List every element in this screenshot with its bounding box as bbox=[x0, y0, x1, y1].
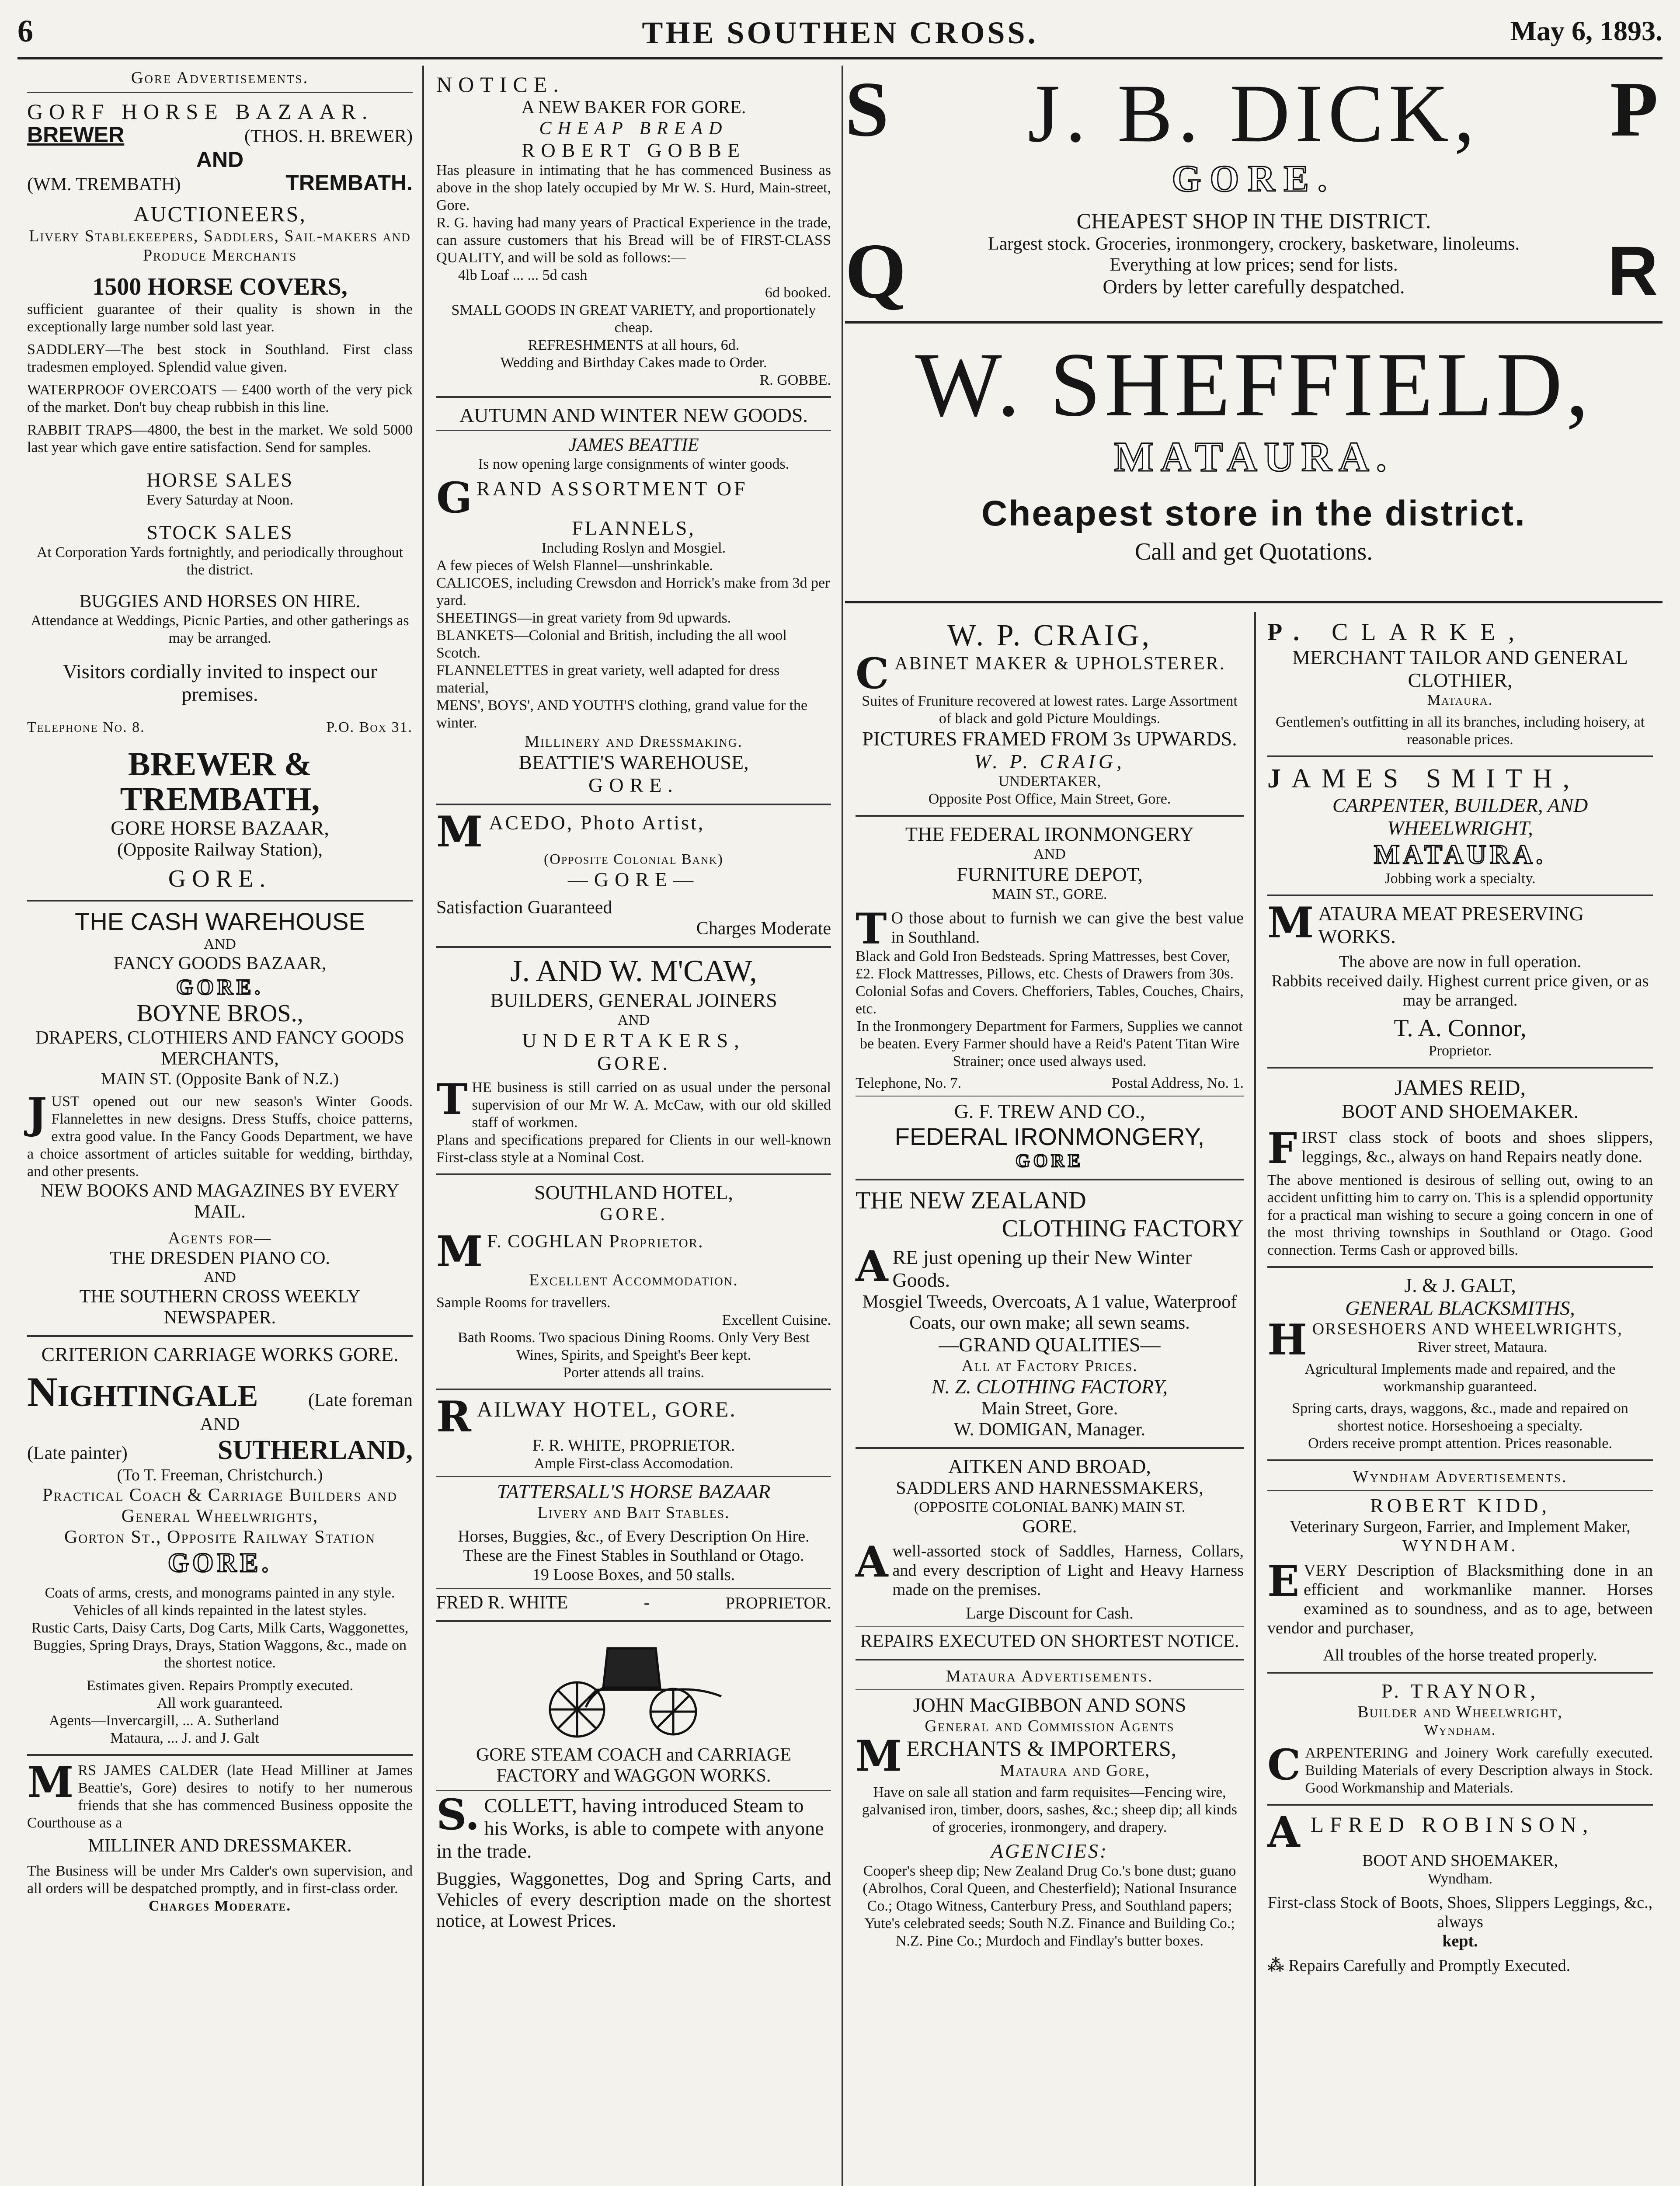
cheapest-shop: CHEAPEST SHOP IN THE DISTRICT. bbox=[1076, 209, 1431, 233]
saddlery-text: SADDLERY—The best stock in Southland. First class tradesmen employed. Splendid value given. bbox=[27, 341, 413, 375]
loaf-booked: 6d booked. bbox=[765, 285, 831, 301]
millinery: Millinery and Dressmaking. bbox=[525, 732, 743, 751]
largest-stock: Largest stock. Groceries, ironmongery, crockery, basketware, linoleums. Everything at low prices; send for lists. bbox=[988, 234, 1520, 275]
merchant-tailor: MERCHANT TAILOR AND GENERAL CLOTHIER, bbox=[1292, 646, 1628, 691]
first-class-stock: First-class Stock of Boots, Shoes, Slippers Leggings, &c., always bbox=[1267, 1894, 1653, 1931]
just-opened-text: UST opened out our new season's Winter Goods. Flannelettes in new designs. Dress Stuffs, choice patterns, extra good value. In the Fancy Goods Department, we have a choice assortment of articles suitable for wedding, birthday, and other presents. bbox=[27, 1093, 413, 1180]
opposite-post-office: Opposite Post Office, Main Street, Gore. bbox=[928, 791, 1171, 807]
horses-hire: Horses, Buggies, &c., of Every Description On Hire. These are the Finest Stables in Southland or Otago. bbox=[458, 1527, 810, 1565]
dropcap-c: C bbox=[856, 649, 890, 698]
dropcap-j2: J bbox=[1267, 764, 1291, 794]
james-reid: JAMES REID, bbox=[1394, 1075, 1526, 1100]
dropcap-m4: M bbox=[856, 1731, 902, 1781]
fred-white: FRED R. WHITE bbox=[436, 1593, 568, 1613]
river-street: River street, Mataura. bbox=[1418, 1339, 1548, 1355]
furniture-depot: FURNITURE DEPOT, bbox=[957, 863, 1143, 885]
loaf-price: 4lb Loaf ... ... 5d cash bbox=[458, 267, 588, 283]
ad-p-clarke bbox=[1267, 612, 1653, 757]
opposite-colonial: (OPPOSITE COLONIAL BANK) MAIN ST. bbox=[914, 1499, 1186, 1515]
bazaar-heading: GORF HORSE BAZAAR. bbox=[27, 99, 374, 124]
buggies-heading: BUGGIES AND HORSES ON HIRE. bbox=[79, 592, 361, 612]
first-class-boots: IRST class stock of boots and shoes slippers, leggings, &c., always on hand Repairs neatly done. bbox=[1301, 1128, 1653, 1166]
veterinary-surgeon: Veterinary Surgeon, Farrier, and Implement Maker, bbox=[1290, 1518, 1631, 1536]
weekly-paper: THE SOUTHERN CROSS WEEKLY NEWSPAPER. bbox=[79, 1287, 361, 1328]
blankets: BLANKETS—Colonial and British, including the all wool Scotch. bbox=[436, 627, 787, 661]
trembath-note: (WM. TREMBATH) bbox=[27, 174, 181, 195]
mccaw-name: J. AND W. M'CAW, bbox=[510, 954, 757, 988]
merchants-importers: ERCHANTS & IMPORTERS, bbox=[906, 1736, 1177, 1761]
factory-prices: All at Factory Prices. bbox=[961, 1357, 1138, 1375]
gobbe-experience: R. G. having had many years of Practical Experience in the trade, can assure customers that his Bread will be of FIRST-CLASS QUALITY, and will be sold as follows:— bbox=[436, 215, 831, 266]
freeman-note: (To T. Freeman, Christchurch.) bbox=[117, 1466, 323, 1484]
calder-text: RS JAMES CALDER (late Head Milliner at James Beattie's, Gore) desires to notify to her numerous friends that she has commenced Business opposite the Courthouse as a bbox=[27, 1762, 413, 1831]
boyne-bros: BOYNE BROS., bbox=[136, 1000, 303, 1027]
buggies-text: Attendance at Weddings, Picnic Parties, and other gatherings as may be arranged. bbox=[31, 613, 409, 646]
cash-warehouse: THE CASH WAREHOUSE bbox=[75, 908, 365, 935]
call-quotations: Call and get Quotations. bbox=[1134, 538, 1373, 565]
ad-gore-horse-bazaar bbox=[27, 93, 413, 902]
sutherland-name: SUTHERLAND, bbox=[217, 1435, 413, 1465]
gore-outline-2: GORE. bbox=[167, 1548, 272, 1578]
general-blacksmiths: GENERAL BLACKSMITHS, bbox=[1345, 1297, 1575, 1319]
federal-ironmongery: FEDERAL IRONMONGERY, bbox=[894, 1123, 1205, 1150]
ad-criterion-carriage bbox=[27, 1337, 413, 1756]
opposite-station: (Opposite Railway Station), bbox=[117, 840, 323, 860]
railway-hotel: AILWAY HOTEL, GORE. bbox=[477, 1397, 737, 1421]
brewer-trembath-title: BREWER & TREMBATH, bbox=[120, 746, 320, 818]
roslyn-mosgiel: Including Roslyn and Mosgiel. bbox=[541, 540, 726, 556]
new-baker: A NEW BAKER FOR GORE. bbox=[521, 97, 746, 118]
ad-wp-craig bbox=[856, 612, 1244, 817]
agencies-list: Cooper's sheep dip; New Zealand Drug Co.'s bone dust; guano (Abrolhos, Coral Queen, and Chesterfield); National Insurance Co.; Otago Witness, Canterbury Press, and Southland papers; Yute's celebrated seeds; South N.Z. Finance and Building Co.; N.Z. Pine Co.; Murdoch and Findlay's butter boxes. bbox=[863, 1863, 1237, 1949]
carpenter-builder: CARPENTER, BUILDER, AND WHEELWRIGHT, bbox=[1332, 794, 1588, 839]
corner-p: P bbox=[1610, 66, 1658, 153]
dropcap-e: E bbox=[1267, 1556, 1300, 1606]
cuisine: Excellent Cuisine. bbox=[722, 1312, 831, 1328]
livery-text: Livery Stablekeepers, Saddlers, Sail-makers and Produce Merchants bbox=[29, 227, 411, 265]
gobbe-signature: R. GOBBE. bbox=[759, 372, 831, 388]
auctioneers: AUCTIONEERS, bbox=[133, 202, 306, 226]
dropcap-m: M bbox=[27, 1758, 74, 1807]
repairs-promptly: Repairs Carefully and Promptly Executed. bbox=[1288, 1956, 1571, 1975]
buggies-waggonettes: Buggies, Waggonettes, Dog and Spring Carts, and Vehicles of every description made on the shortest notice, at Lowest Prices. bbox=[436, 1869, 831, 1931]
ad-jj-galt bbox=[1267, 1268, 1653, 1461]
james-beattie: JAMES BEATTIE bbox=[568, 435, 699, 455]
ad-p-traynor bbox=[1267, 1674, 1653, 1806]
guaranteed: All work guaranteed. bbox=[157, 1695, 283, 1711]
kept: kept. bbox=[1442, 1932, 1478, 1950]
dropcap-a2: A bbox=[856, 1537, 888, 1587]
calicoes: CALICOES, including Crewsdon and Horrick's make from 3d per yard. bbox=[436, 575, 830, 609]
flannelettes: FLANNELETTES in great variety, well adapted for dress material, bbox=[436, 662, 780, 696]
wyndham-section: Wyndham Advertisements. bbox=[1353, 1468, 1568, 1486]
criterion-heading: CRITERION CARRIAGE WORKS GORE. bbox=[41, 1343, 399, 1365]
station-requisites: Have on sale all station and farm requisites—Fencing wire, galvanised iron, timber, doors, sashes, &c.; sheep dip; all kinds of groceries, ironmongery, and drapery. bbox=[862, 1784, 1237, 1835]
craig-name: W. P. CRAIG, bbox=[947, 619, 1152, 652]
dropcap-s: S. bbox=[436, 1790, 480, 1839]
notice-heading: NOTICE. bbox=[436, 72, 565, 97]
craig-italic: W. P. CRAIG, bbox=[974, 750, 1125, 773]
clothing-factory: CLOTHING FACTORY bbox=[1002, 1215, 1244, 1242]
full-operation: The above are now in full operation. bbox=[1339, 953, 1581, 971]
dick-gore: GORE. bbox=[1172, 157, 1336, 199]
every-description: VERY Description of Blacksmithing done in an efficient and workmanlike manner. Horses examined as to soundness, and as to age, between vendor and purchaser, bbox=[1267, 1561, 1653, 1637]
estimates: Estimates given. Repairs Promptly executed. bbox=[87, 1678, 353, 1694]
mccaw-gore: GORE. bbox=[597, 1052, 670, 1074]
welsh-flannel: A few pieces of Welsh Flannel—unshrinkable. bbox=[436, 557, 713, 574]
issue-date: May 6, 1893. bbox=[1510, 15, 1663, 46]
porter: Porter attends all trains. bbox=[563, 1365, 704, 1381]
agent-mataura: Mataura, ... J. and J. Galt bbox=[110, 1730, 259, 1746]
saddle-stock: well-assorted stock of Saddles, Harness, Collars, and every description of Light and Heavy Harness made on the premises. bbox=[892, 1542, 1244, 1599]
trembath-name: TREMBATH. bbox=[285, 171, 413, 195]
main-st-gore: MAIN ST., GORE. bbox=[992, 886, 1107, 902]
federal-telephone: Telephone, No. 7. bbox=[856, 1075, 962, 1091]
federal-gore: GORE bbox=[1016, 1151, 1084, 1171]
overcoats-text: WATERPROOF OVERCOATS — £400 worth of the very pick of the market. Don't buy cheap rubbish in this line. bbox=[27, 382, 413, 415]
small-goods: SMALL GOODS IN GREAT VARIETY, and proportionately cheap. bbox=[451, 302, 816, 336]
selling-out: The above mentioned is desirous of selling out, owing to an accident unfitting him to carry on. This is a splendid opportunity for a practical man wishing to secure a going concern in one of the most thriving townships in Southland or Otago. Good connection. Terms Cash or approved bills. bbox=[1267, 1172, 1653, 1258]
rustic-carts: Rustic Carts, Daisy Carts, Dog Carts, Milk Carts, Waggonettes, Buggies, Spring Drays, Drays, Station Waggons, &c., made on the shortest notice. bbox=[31, 1620, 409, 1671]
agencies-heading: AGENCIES: bbox=[991, 1840, 1109, 1862]
macedo-gore: —GORE— bbox=[567, 868, 700, 891]
grand-assortment: RAND ASSORTMENT OF bbox=[476, 477, 748, 500]
mosgiel-tweeds: Mosgiel Tweeds, Overcoats, A 1 value, Waterproof Coats, our own make; all sewn seams. bbox=[862, 1292, 1237, 1333]
main-street: MAIN ST. (Opposite Bank of N.Z.) bbox=[101, 1070, 339, 1088]
steam-coach: GORE STEAM COACH and CARRIAGE FACTORY and WAGGON WORKS. bbox=[476, 1745, 791, 1786]
horse-covers: 1500 HORSE COVERS, bbox=[92, 273, 348, 300]
undertaker: UNDERTAKER, bbox=[998, 773, 1101, 790]
dropcap-j: J bbox=[27, 1089, 47, 1138]
nightingale-name: IGHTINGALE bbox=[57, 1379, 258, 1413]
telephone: Telephone No. 8. bbox=[27, 719, 145, 735]
connor-proprietor: Proprietor. bbox=[1428, 1043, 1492, 1059]
gore-town: GORE. bbox=[168, 865, 272, 892]
fr-white: F. R. WHITE, PROPRIETOR. bbox=[532, 1436, 735, 1455]
dresden-piano: THE DRESDEN PIANO CO. bbox=[110, 1248, 330, 1268]
masthead bbox=[17, 9, 1663, 59]
dropcap-m5: M bbox=[1267, 898, 1314, 947]
federal-heading: THE FEDERAL IRONMONGERY bbox=[905, 823, 1194, 845]
proprietor: PROPRIETOR. bbox=[725, 1594, 831, 1612]
collett-text: COLLETT, having introduced Steam to his Works, is able to compete with anyone in the trade. bbox=[436, 1794, 824, 1862]
po-box: P.O. Box 31. bbox=[326, 719, 413, 735]
ad-southland-hotel bbox=[436, 1175, 831, 1390]
ad-railway-hotel: RAILWAY HOTEL, GORE. F. R. WHITE, PROPRIETOR. Ample First-class Accomodation. TATTERSALL'S HORSE BAZAAR Livery and Bait Stables. Horses, Buggies, &c., of Every Description On Hire. These are the Finest Stables in Southland or Otago. 19 Loose Boxes, and 50 stalls. FRED R. WHITE - PROPRIETOR. bbox=[436, 1390, 831, 1622]
practical-builders: Practical Coach & Carriage Builders and General Wheelwrights, bbox=[42, 1485, 397, 1526]
orders-by-letter: Orders by letter carefully despatched. bbox=[1103, 275, 1405, 298]
meat-preserving: ATAURA MEAT PRESERVING WORKS. bbox=[1318, 902, 1584, 947]
and-small-2: AND bbox=[204, 1269, 236, 1285]
mataura-outline: MATAURA. bbox=[1114, 433, 1394, 480]
wedding-cakes: Wedding and Birthday Cakes made to Order. bbox=[500, 355, 767, 371]
fancy-goods: FANCY GOODS BAZAAR, bbox=[113, 954, 327, 974]
boot-shoemaker: BOOT AND SHOEMAKER. bbox=[1341, 1100, 1579, 1122]
covers-text: sufficient guarantee of their quality is shown in the exceptionally large number sold last year. bbox=[27, 301, 413, 335]
bath-rooms: Bath Rooms. Two spacious Dining Rooms. Only Very Best Wines, Spirits, and Speight's Beer kept. bbox=[458, 1330, 810, 1363]
newspaper-title: THE SOUTHEN CROSS. bbox=[642, 15, 1038, 50]
trew-and-co: G. F. TREW AND CO., bbox=[954, 1100, 1145, 1122]
tattersalls: TATTERSALL'S HORSE BAZAAR bbox=[497, 1480, 771, 1503]
mccaw-business: HE business is still carried on as usual under the personal supervision of our Mr W. A. McCaw, with our old skilled staff of workmen. bbox=[472, 1079, 831, 1131]
drapers-text: DRAPERS, CLOTHIERS AND FANCY GOODS MERCHANTS, bbox=[35, 1028, 404, 1069]
ad-james-beattie bbox=[436, 398, 831, 805]
those-furnish: O those about to furnish we can give the best value in Southland. bbox=[891, 909, 1244, 947]
main-street-gore: Main Street, Gore. bbox=[981, 1399, 1118, 1419]
mataura-section: Mataura Advertisements. bbox=[946, 1667, 1154, 1685]
mataura-and-gore: Mataura and Gore, bbox=[1000, 1761, 1150, 1780]
and-small: AND bbox=[204, 936, 236, 952]
ad-mataura-meat bbox=[1267, 896, 1653, 1069]
charges-moderate: Charges Moderate. bbox=[149, 1898, 291, 1914]
horseshoers: ORSESHOERS AND WHEELWRIGHTS, bbox=[1312, 1320, 1623, 1338]
column-gore-advertisements bbox=[17, 66, 424, 2186]
horse-sales: HORSE SALES bbox=[146, 469, 293, 491]
column-three bbox=[845, 612, 1256, 2186]
james-smith: AMES SMITH, bbox=[1291, 764, 1580, 794]
page-number: 6 bbox=[17, 14, 33, 49]
alfred-robinson: LFRED ROBINSON, bbox=[1310, 1812, 1594, 1837]
robinson-boot: BOOT AND SHOEMAKER, bbox=[1362, 1852, 1558, 1870]
southland-hotel: SOUTHLAND HOTEL, bbox=[534, 1181, 733, 1204]
dropcap-h: H bbox=[1267, 1315, 1308, 1365]
ad-cash-warehouse bbox=[27, 902, 413, 1337]
commission-agents: General and Commission Agents bbox=[925, 1717, 1175, 1735]
aitken-broad: AITKEN AND BROAD, bbox=[948, 1455, 1151, 1477]
robert-gobbe: ROBERT GOBBE bbox=[521, 139, 746, 161]
dropcap-c2: C bbox=[1267, 1740, 1301, 1789]
ad-jb-dick bbox=[845, 66, 1663, 324]
livery-stables: Livery and Bait Stables. bbox=[537, 1504, 730, 1522]
stock-sales-text: At Corporation Yards fortnightly, and periodically throughout the district. bbox=[36, 544, 403, 578]
repairs-executed: REPAIRS EXECUTED ON SHORTEST NOTICE. bbox=[860, 1631, 1239, 1651]
flannels: FLANNELS, bbox=[572, 517, 696, 539]
jj-galt: J. & J. GALT, bbox=[1404, 1274, 1516, 1296]
satisfaction: Satisfaction Guaranteed bbox=[436, 898, 612, 918]
jb-dick-name: J. B. DICK, bbox=[1027, 68, 1480, 160]
gobbe-intro: Has pleasure in intimating that he has commenced Business as above in the shop lately occupied by Mr W. S. Hurd, Main-street, Gore. bbox=[436, 162, 831, 213]
gore-outline: GORE. bbox=[176, 975, 264, 999]
late-foreman: (Late foreman bbox=[308, 1390, 413, 1410]
milliner-dressmaker: MILLINER AND DRESSMAKER. bbox=[88, 1836, 352, 1856]
dropcap-f: F bbox=[1267, 1124, 1297, 1173]
nz-clothing-factory: N. Z. CLOTHING FACTORY, bbox=[931, 1375, 1168, 1398]
builder-wheelwright: Builder and Wheelwright, bbox=[1357, 1703, 1563, 1721]
late-painter: (Late painter) bbox=[27, 1443, 128, 1463]
macedo-charges: Charges Moderate bbox=[696, 919, 831, 939]
sample-rooms: Sample Rooms for travellers. bbox=[436, 1295, 611, 1311]
aitken-gore: GORE. bbox=[1022, 1517, 1077, 1537]
kidd-wyndham: WYNDHAM. bbox=[1402, 1537, 1518, 1555]
jobbing-work: Jobbing work a specialty. bbox=[1384, 870, 1536, 887]
dropcap-a: A bbox=[856, 1242, 888, 1291]
sheetings: SHEETINGS—in great variety from 9d upwards. bbox=[436, 610, 731, 626]
ample-accom: Ample First-class Accomodation. bbox=[534, 1455, 734, 1472]
ad-robert-kidd bbox=[1267, 1461, 1653, 1674]
clarke-mataura: Mataura. bbox=[1427, 692, 1493, 708]
coats-of-arms: Coats of arms, crests, and monograms painted in any style. bbox=[45, 1585, 395, 1601]
column-four bbox=[1258, 612, 1663, 2186]
traynor-wyndham: Wyndham. bbox=[1424, 1722, 1496, 1738]
smith-mataura: MATAURA. bbox=[1374, 840, 1547, 870]
spring-carts: Spring carts, drays, waggons, &c., made and repaired on shortest notice. Horseshoeing a specialty. bbox=[1292, 1400, 1628, 1434]
section-heading: Gore Advertisements. bbox=[27, 66, 413, 93]
dropcap-r: R bbox=[436, 1392, 473, 1441]
autumn-winter: AUTUMN AND WINTER NEW GOODS. bbox=[459, 404, 808, 426]
beatties-warehouse: BEATTIE'S WAREHOUSE, bbox=[518, 751, 749, 773]
agents-for: Agents for— bbox=[168, 1229, 272, 1247]
robinson-wyndham: Wyndham. bbox=[1427, 1871, 1493, 1887]
column-two bbox=[426, 66, 843, 2186]
corner-s: S bbox=[845, 66, 889, 153]
hotel-gore: GORE. bbox=[600, 1204, 668, 1225]
ad-w-sheffield bbox=[845, 332, 1663, 603]
ad-mccaw-builders bbox=[436, 948, 831, 1175]
ad-notice-baker bbox=[436, 66, 831, 398]
business-text: The Business will be under Mrs Calder's own supervision, and all orders will be despatched promptly, and in first-class order. bbox=[27, 1863, 413, 1897]
dropcap-t: T bbox=[436, 1075, 468, 1124]
clarke-name: CLARKE, bbox=[1332, 619, 1528, 646]
rabbits-received: Rabbits received daily. Highest current price given, or as may be arranged. bbox=[1271, 972, 1649, 1009]
sheffield-name: W. SHEFFIELD, bbox=[915, 334, 1593, 435]
prompt-attention: Orders receive prompt attention. Prices reasonable. bbox=[1308, 1435, 1612, 1452]
nz-heading: THE NEW ZEALAND bbox=[856, 1187, 1086, 1214]
agent-invercargill: Agents—Invercargill, ... A. Sutherland bbox=[49, 1713, 279, 1729]
and-small-4: AND bbox=[1033, 846, 1066, 862]
dropcap-p: P. bbox=[1267, 619, 1313, 646]
agricultural-implements: Agricultural Implements made and repaired, and the workmanship guaranteed. bbox=[1304, 1361, 1616, 1395]
carpentering: ARPENTERING and Joinery Work carefully executed. Building Materials of every Description always in Stock. Good Workmanship and Materials. bbox=[1305, 1745, 1653, 1796]
vehicles-text: Vehicles of all kinds repainted in the latest styles. bbox=[73, 1602, 367, 1619]
refreshments: REFRESHMENTS at all hours, 6d. bbox=[528, 337, 740, 353]
ad-james-reid bbox=[1267, 1069, 1653, 1268]
robert-kidd: ROBERT KIDD, bbox=[1370, 1494, 1550, 1517]
gentlemens-outfitting: Gentlemen's outfitting in all its branches, including hoisery, at reasonable prices. bbox=[1275, 714, 1645, 748]
domigan-manager: W. DOMIGAN, Manager. bbox=[953, 1420, 1146, 1440]
opposite-bank: (Opposite Colonial Bank) bbox=[544, 851, 723, 867]
coghlan-proprietor: F. COGHLAN Proprietor. bbox=[487, 1232, 704, 1252]
cabinet-maker: ABINET MAKER & UPHOLSTERER. bbox=[894, 654, 1226, 674]
macgibbon-sons: JOHN MacGIBBON AND SONS bbox=[913, 1694, 1186, 1716]
traps-text: RABBIT TRAPS—4800, the best in the market. We sold 5000 last year which gave entire satisfaction. Send for samples. bbox=[27, 422, 413, 456]
corner-r: R bbox=[1607, 232, 1658, 310]
furniture-list: Black and Gold Iron Bedsteads. Spring Mattresses, best Cover, £2. Flock Mattresses, Pillows, etc. Chests of Drawers from 30s. Colonial Sofas and Covers. Chefforiers, Tables, Couches, Chairs, etc. bbox=[856, 948, 1244, 1017]
mens-clothing: MENS', BOYS', AND YOUTH'S clothing, grand value for the winter. bbox=[436, 697, 808, 731]
dropcap-n: N bbox=[27, 1368, 58, 1415]
visitors-text: Visitors cordially invited to inspect our premises. bbox=[63, 660, 377, 705]
dropcap-m3: M bbox=[436, 1227, 483, 1276]
ad-gore-steam-coach bbox=[436, 1622, 831, 1932]
horse-sales-text: Every Saturday at Noon. bbox=[146, 492, 294, 508]
stock-sales: STOCK SALES bbox=[146, 521, 293, 543]
ad-nz-clothing bbox=[856, 1180, 1244, 1449]
pictures-framed: PICTURES FRAMED FROM 3s UPWARDS. bbox=[862, 728, 1237, 750]
macedo-name: ACEDO, Photo Artist, bbox=[489, 811, 705, 834]
ad-alfred-robinson: ALFRED ROBINSON, BOOT AND SHOEMAKER, Wyndham. First-class Stock of Boots, Shoes, Slippers Leggings, &c., always kept. ⁂ Repairs Carefully and Promptly Executed. bbox=[1267, 1807, 1653, 1975]
ad-macedo-photo bbox=[436, 805, 831, 948]
ad-calder-milliner bbox=[27, 1756, 413, 1915]
beattie-opening: Is now opening large consignments of winter goods. bbox=[478, 456, 790, 472]
books-text: NEW BOOKS AND MAGAZINES BY EVERY MAIL. bbox=[40, 1181, 400, 1222]
saddlers: SADDLERS AND HARNESSMAKERS, bbox=[896, 1478, 1203, 1498]
corner-q: Q bbox=[845, 227, 907, 314]
ad-james-smith bbox=[1267, 757, 1653, 896]
suites-text: Suites of Fruniture recovered at lowest rates. Large Assortment of black and gold Picture Mouldings. bbox=[862, 693, 1238, 727]
brewer-name: BREWER bbox=[27, 122, 125, 147]
loose-boxes: 19 Loose Boxes, and 50 stalls. bbox=[532, 1566, 735, 1584]
bazaar-subtitle: GORE HORSE BAZAAR, bbox=[111, 817, 329, 839]
postal-address: Postal Address, No. 1. bbox=[1111, 1075, 1244, 1091]
ironmongery-text: In the Ironmongery Department for Farmers, Supplies we cannot be beaten. Every Farmer should have a Reid's Patent Titan Wire Strainer; once used always used. bbox=[856, 1018, 1243, 1069]
ad-macgibbon bbox=[856, 1660, 1244, 1950]
grand-qualities: —GRAND QUALITIES— bbox=[939, 1333, 1161, 1356]
ad-aitken-broad bbox=[856, 1449, 1244, 1660]
are-opening: RE just opening up their New Winter Goods. bbox=[892, 1246, 1192, 1291]
and-small-3: AND bbox=[617, 1012, 650, 1028]
p-traynor: P. TRAYNOR, bbox=[1381, 1680, 1539, 1702]
undertakers: UNDERTAKERS, bbox=[522, 1029, 745, 1051]
mccaw-plans: Plans and specifications prepared for Clients in our well-known First-class style at a Nominal Cost. bbox=[436, 1132, 831, 1166]
dropcap-a3: A bbox=[1267, 1807, 1306, 1857]
general-joiners: BUILDERS, GENERAL JOINERS bbox=[490, 989, 777, 1011]
discount-cash: Large Discount for Cash. bbox=[966, 1604, 1134, 1622]
excellent-accommodation: Excellent Accommodation. bbox=[529, 1271, 738, 1289]
and-word-2: AND bbox=[200, 1414, 240, 1434]
carriage-illustration bbox=[542, 1631, 726, 1740]
cheap-bread: CHEAP BREAD bbox=[539, 118, 728, 139]
dropcap-g: G bbox=[436, 473, 472, 522]
brewer-note: (THOS. H. BREWER) bbox=[244, 126, 413, 146]
dropcap-t2: T bbox=[856, 904, 887, 954]
beattie-gore: GORE. bbox=[588, 774, 679, 796]
dropcap-m2: M bbox=[436, 807, 485, 856]
gorton-street: Gorton St., Opposite Railway Station bbox=[64, 1527, 376, 1547]
ad-federal-ironmongery bbox=[856, 817, 1244, 1180]
cheapest-store: Cheapest store in the district. bbox=[981, 494, 1526, 533]
ta-connor: T. A. Connor, bbox=[1394, 1015, 1527, 1042]
horse-troubles: All troubles of the horse treated properly. bbox=[1323, 1646, 1597, 1664]
and-word: AND bbox=[196, 147, 244, 172]
